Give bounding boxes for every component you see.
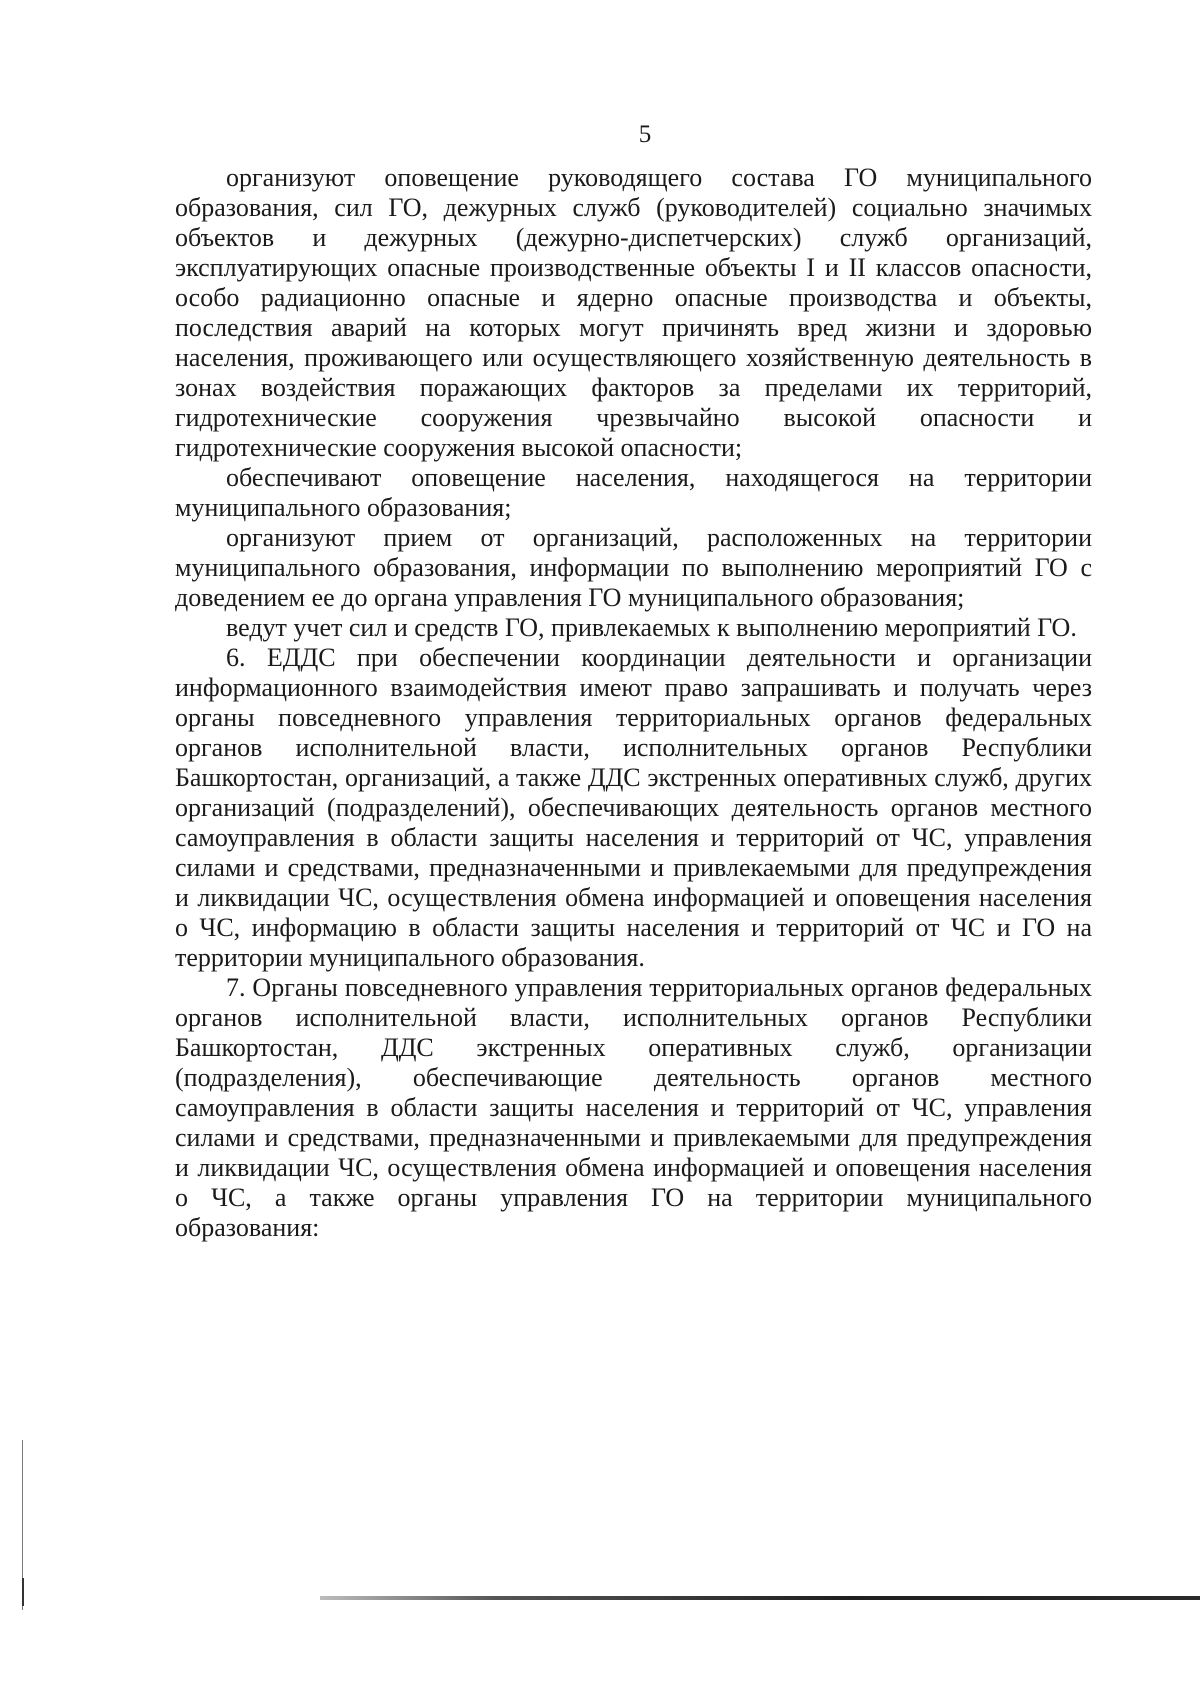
scan-bottom-rule bbox=[320, 1596, 1200, 1600]
paragraph-notify-leadership: организуют оповещение руководящего состава ГО муниципального образования, сил ГО, дежурных служб (руководителей) социально значимых объектов и дежурных (дежурно-диспетчерских) служб организаций, эксплуатирующих опасные производственные объекты I и II классов опасности, особо радиационно опасные и ядерно опасные производства и объекты, последствия аварий на которых могут причинять вред жизни и здоровью населения, проживающего или осуществляющего хозяйственную деятельность в зонах воздействия поражающих факторов за пределами их территорий, гидротехнические сооружения чрезвычайно высокой опасности и гидротехнические сооружения высокой опасности; bbox=[175, 163, 1092, 462]
paragraph-item-6: 6. ЕДДС при обеспечении координации деятельности и организации информационного взаимодействия имеют право запрашивать и получать через органы повседневного управления территориальных органов федеральных органов исполнительной власти, исполнительных органов Республики Башкортостан, организаций, а также ДДС экстренных оперативных служб, других организаций (подразделений), обеспечивающих деятельность органов местного самоуправления в области защиты населения и территорий от ЧС, управления силами и средствами, предназначенными и привлекаемыми для предупреждения и ликвидации ЧС, осуществления обмена информацией и оповещения населения о ЧС, информацию в области защиты населения и территорий от ЧС и ГО на территории муниципального образования. bbox=[175, 643, 1092, 972]
scan-edge-mark bbox=[22, 1578, 24, 1606]
paragraph-item-7: 7. Органы повседневного управления территориальных органов федеральных органов исполнительной власти, исполнительных органов Республики Башкортостан, ДДС экстренных оперативных служб, организации (подразделения), обеспечивающие деятельность органов местного самоуправления в области защиты населения и территорий от ЧС, управления силами и средствами, предназначенными и привлекаемыми для предупреждения и ликвидации ЧС, осуществления обмена информацией и оповещения населения о ЧС, а также органы управления ГО на территории муниципального образования: bbox=[175, 973, 1092, 1242]
paragraph-record-forces: ведут учет сил и средств ГО, привлекаемых к выполнению мероприятий ГО. bbox=[226, 613, 1077, 642]
paragraph-receive-info: организуют прием от организаций, расположенных на территории муниципального образования, информации по выполнению мероприятий ГО с доведением ее до органа управления ГО муниципального образования; bbox=[175, 523, 1092, 612]
document-body bbox=[175, 163, 1092, 1243]
page-number: 5 bbox=[638, 121, 652, 148]
paragraph-notify-population: обеспечивают оповещение населения, находящегося на территории муниципального образования; bbox=[175, 463, 1092, 522]
